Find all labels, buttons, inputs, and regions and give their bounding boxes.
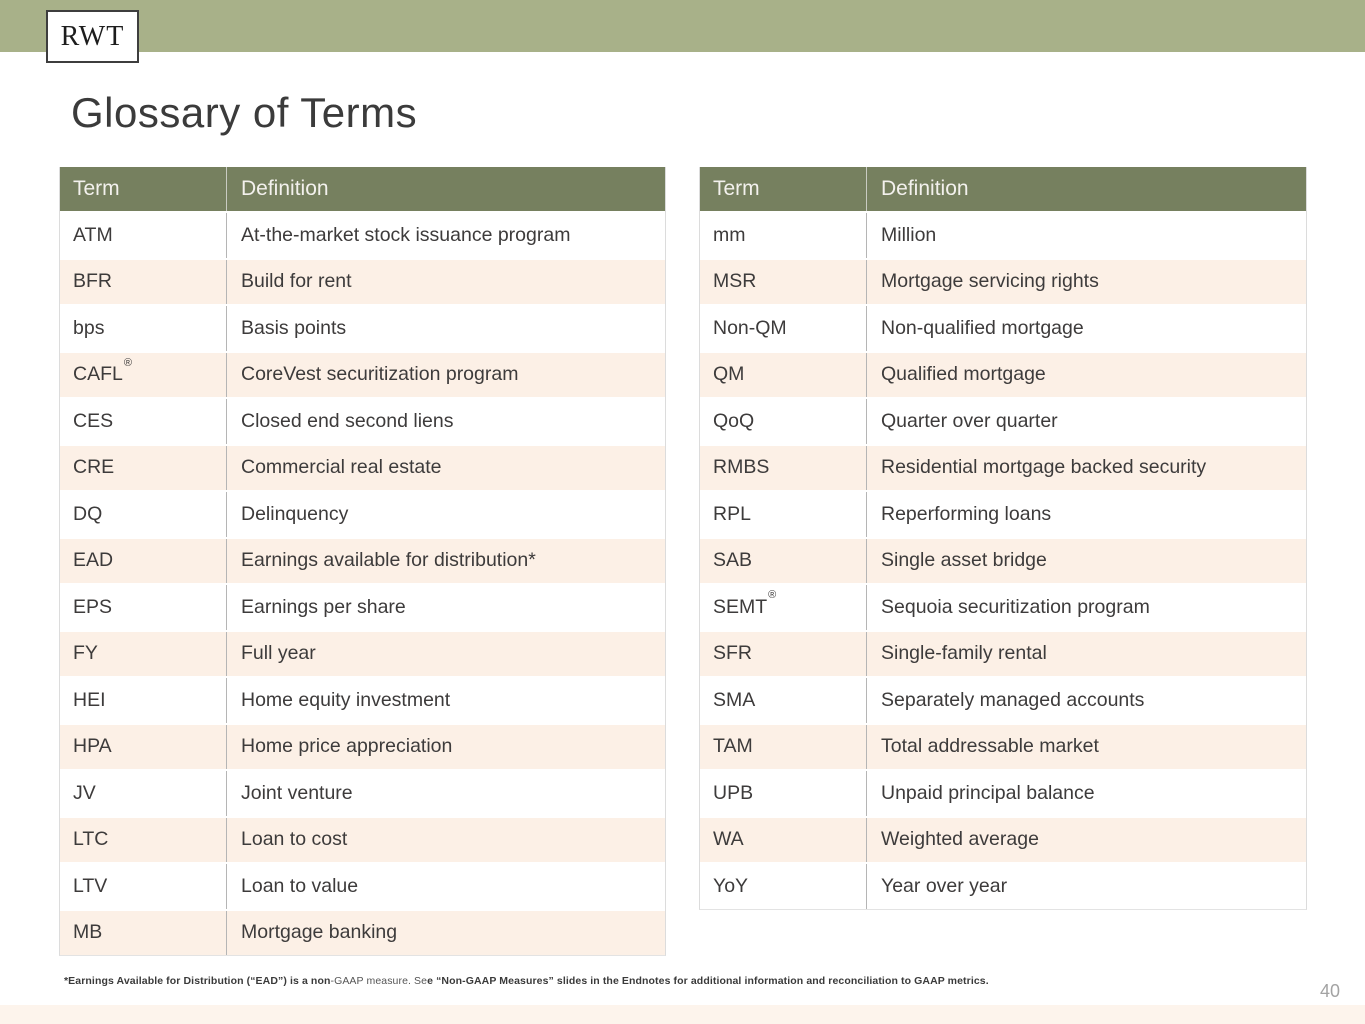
footnote-text: -GAAP measure. Se	[330, 975, 428, 987]
table-row	[60, 444, 665, 491]
definition-cell: Delinquency	[226, 492, 665, 537]
term-cell: LTC	[73, 828, 109, 851]
term-cell: MSR	[713, 270, 757, 293]
definition-cell: Full year	[226, 632, 665, 677]
table-row	[700, 258, 1306, 305]
definition-cell: Year over year	[866, 864, 1306, 909]
definition-cell: Separately managed accounts	[866, 678, 1306, 723]
definition-cell: Reperforming loans	[866, 492, 1306, 537]
definition-cell: Quarter over quarter	[866, 399, 1306, 444]
registered-trademark-symbol: ®	[123, 356, 132, 369]
top-accent-bar	[0, 0, 1365, 52]
term-cell: RPL	[713, 502, 751, 525]
term-cell: RMBS	[713, 456, 770, 479]
glossary-table-right	[699, 167, 1307, 910]
term-cell: CES	[73, 409, 114, 432]
term-cell: UPB	[713, 781, 754, 804]
table-row	[60, 258, 665, 305]
term-cell: FY	[73, 642, 98, 665]
table-row	[60, 676, 665, 723]
definition-cell: Earnings available for distribution*	[226, 539, 665, 584]
page-number: 40	[1319, 981, 1340, 1001]
term-cell: SMA	[713, 688, 756, 711]
definition-column-header: Definition	[866, 167, 1306, 211]
table-row	[60, 211, 665, 258]
table-row	[60, 769, 665, 816]
table-row	[700, 444, 1306, 491]
term-cell: EAD	[73, 549, 114, 572]
term-cell: Non-QM	[713, 316, 787, 339]
table-body	[60, 211, 665, 955]
definition-cell: Total addressable market	[866, 725, 1306, 770]
table-row	[60, 630, 665, 677]
table-row	[700, 862, 1306, 909]
term-cell: MB	[73, 921, 103, 944]
glossary-table-left	[59, 167, 666, 956]
term-cell: EPS	[73, 595, 113, 618]
company-logo	[46, 10, 139, 63]
definition-cell: Sequoia securitization program	[866, 585, 1306, 630]
table-row	[700, 676, 1306, 723]
table-row	[700, 351, 1306, 398]
footnote-text: e “Non-GAAP Measures” slides in the Endnotes for additional information and reconciliation to GAAP metrics.	[427, 975, 989, 987]
term-cell: LTV	[73, 874, 108, 897]
table-row	[700, 583, 1306, 630]
definition-cell: Joint venture	[226, 771, 665, 816]
definition-cell: Commercial real estate	[226, 446, 665, 491]
definition-cell: Mortgage banking	[226, 911, 665, 956]
term-cell: DQ	[73, 502, 103, 525]
term-cell: SEMT®	[713, 589, 777, 618]
table-row	[700, 769, 1306, 816]
definition-cell: Single-family rental	[866, 632, 1306, 677]
table-row	[60, 909, 665, 956]
definition-cell: Home equity investment	[226, 678, 665, 723]
definition-cell: Qualified mortgage	[866, 353, 1306, 398]
definition-cell: Single asset bridge	[866, 539, 1306, 584]
table-row	[60, 537, 665, 584]
term-column-header: Term	[713, 177, 760, 200]
term-cell: mm	[713, 223, 746, 246]
footnote-text: *Earnings Available for Distribution (“EAD”) is a non	[64, 975, 331, 987]
table-row	[700, 490, 1306, 537]
term-cell: CAFL®	[73, 356, 132, 386]
table-row	[60, 816, 665, 863]
definition-cell: Earnings per share	[226, 585, 665, 630]
term-column-header: Term	[73, 177, 120, 200]
table-row	[700, 723, 1306, 770]
table-body	[700, 211, 1306, 909]
term-cell: JV	[73, 781, 96, 804]
definition-cell: Non-qualified mortgage	[866, 306, 1306, 351]
table-row	[60, 583, 665, 630]
term-cell: HPA	[73, 735, 112, 758]
term-cell: ATM	[73, 223, 113, 246]
definition-cell: Build for rent	[226, 260, 665, 305]
definition-cell: Loan to value	[226, 864, 665, 909]
table-row	[60, 351, 665, 398]
definition-cell: Basis points	[226, 306, 665, 351]
definition-cell: Closed end second liens	[226, 399, 665, 444]
definition-cell: CoreVest securitization program	[226, 353, 665, 398]
table-header	[700, 167, 1306, 211]
table-row	[60, 304, 665, 351]
term-cell: HEI	[73, 688, 106, 711]
definition-cell: Home price appreciation	[226, 725, 665, 770]
definition-cell: Mortgage servicing rights	[866, 260, 1306, 305]
term-cell: SFR	[713, 642, 752, 665]
definition-cell: Unpaid principal balance	[866, 771, 1306, 816]
table-row	[60, 862, 665, 909]
table-row	[700, 630, 1306, 677]
term-cell: WA	[713, 828, 744, 851]
page-title: Glossary of Terms	[71, 89, 418, 136]
definition-cell: Loan to cost	[226, 818, 665, 863]
term-cell: TAM	[713, 735, 753, 758]
logo-text: RWT	[60, 20, 125, 52]
term-cell: BFR	[73, 270, 112, 293]
definition-cell: Weighted average	[866, 818, 1306, 863]
definition-column-header: Definition	[226, 167, 665, 211]
term-cell: YoY	[713, 874, 749, 897]
table-row	[60, 490, 665, 537]
bottom-accent-bar	[0, 1005, 1365, 1024]
table-row	[700, 537, 1306, 584]
definition-cell: Million	[866, 213, 1306, 258]
term-cell: SAB	[713, 549, 753, 572]
table-header	[60, 167, 665, 211]
table-row	[700, 211, 1306, 258]
term-cell: bps	[73, 316, 105, 339]
term-cell: CRE	[73, 456, 115, 479]
table-row	[700, 816, 1306, 863]
table-row	[60, 397, 665, 444]
footnote	[64, 975, 1074, 987]
definition-cell: Residential mortgage backed security	[866, 446, 1306, 491]
registered-trademark-symbol: ®	[768, 589, 777, 602]
term-cell: QoQ	[713, 409, 755, 432]
table-row	[60, 723, 665, 770]
table-row	[700, 397, 1306, 444]
table-row	[700, 304, 1306, 351]
term-cell: QM	[713, 363, 745, 386]
definition-cell: At-the-market stock issuance program	[226, 213, 665, 258]
